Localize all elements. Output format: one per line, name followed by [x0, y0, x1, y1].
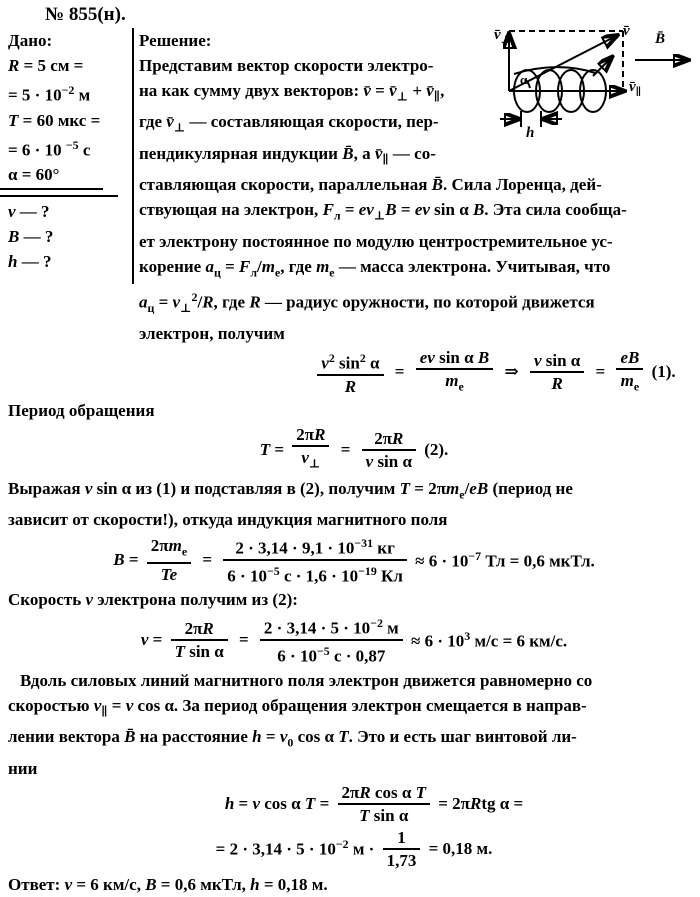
scanned-solution-page [0, 4, 700, 894]
solution-line: где $v̄_\perp$ — составляющая скорости, пер- [139, 112, 439, 135]
v-label: v̄ [623, 23, 630, 39]
h-label: h [526, 125, 535, 141]
solution-line: ет электрону постоянное по модулю центростремительное ус- [139, 231, 613, 251]
equation-result: ≈ $6 \cdot 10^3$ м/с = 6 км/с. [411, 628, 568, 651]
paragraph-line: Вдоль силовых линий магнитного поля электрон движется равномерно со [20, 670, 593, 690]
fraction: $\frac{2 \cdot 3,14 \cdot 9,1 \cdot 10^{-31} кг}{6 \cdot 10^{-5} с \cdot 1,6 \cdot 10^{-19} Кл}$ [223, 533, 407, 586]
b-label: B̄ [655, 31, 666, 47]
paragraph-line: скоростью $v_\parallel = v$ cos α. За период обращения электрон смещается в направ- [8, 695, 587, 719]
solution-line: на как сумму двух векторов: v̄ = $v̄_\perp$ + $v̄_\parallel$, [139, 81, 445, 104]
answer-line: Ответ: v = 6 км/с, B = 0,6 мкТл, h = 0,18 м. [8, 874, 328, 894]
fraction: $\frac{v^2 \sin^2 \alpha}{R}$ [317, 348, 383, 397]
equation-h-1: h = v cos α T = $\frac{\text{2πR cos α T}}{\text{T sin α}}$ = 2πRtg α = [224, 782, 524, 825]
separator-rule [0, 188, 103, 190]
fraction: $\frac{2\pi R}{v_\perp}$ [292, 424, 329, 474]
equation-result: = 0,18 м. [428, 838, 493, 858]
paragraph-line: нии [8, 758, 38, 778]
paragraph-line: Выражая v sin α из (1) и подставляя в (2), получим $T = 2\pi m_e/eB$ (период не [8, 478, 573, 502]
problem-number: № 855(н). [45, 4, 126, 25]
equation-tag: (1). [651, 362, 676, 382]
alpha-label: α [520, 72, 528, 87]
fraction: $\frac{\text{v sin α}}{R}$ [530, 350, 584, 394]
find-value: h — ? [8, 252, 52, 272]
find-value: B — ? [8, 227, 54, 247]
paragraph-line: Скорость v электрона получим из (2): [8, 590, 298, 610]
equation-tag: (2). [424, 439, 449, 459]
find-value: v — ? [8, 202, 50, 222]
paragraph-line: лении вектора B̄ на расстояние $h = v_0$ cos α T. Это и есть шаг винтовой ли- [8, 727, 577, 750]
solution-continued [0, 398, 700, 896]
equation-h-2: = $2 \cdot 3,14 \cdot 5 \cdot 10^{-2}$ м · $\frac{1}{1,73}$ = 0,18 м. [215, 827, 493, 870]
given-value: T = 60 мкс = [8, 110, 101, 130]
solution-line: Представим вектор скорости электро- [139, 56, 434, 75]
given-heading: Дано: [8, 31, 53, 50]
equation-result: = 2πRtg α = [438, 793, 524, 813]
solution-line: электрон, получим [139, 324, 285, 343]
equation-1: $\frac{v^2 \sin^2 \alpha}{R}$ = $\frac{\text{ev sin α B}}{m_e}$ ⇒ $\frac{\text{v sin α}}{R}$ = $\frac{eB}{m_e}$ (1). [139, 347, 700, 397]
fraction: $\frac{\text{ev sin α B}}{m_e}$ [416, 347, 493, 397]
fraction: $\frac{2\pi m_e}{Te}$ [147, 535, 191, 585]
equation-2: T = $\frac{2\pi R}{v_\perp}$ = $\frac{2\pi R}{\text{v sin α}}$ (2). [8, 424, 700, 474]
paragraph-line: зависит от скорости!), откуда индукция магнитного поля [8, 510, 448, 530]
given-value: R = 5 см = [8, 56, 84, 75]
fraction: $\frac{\text{2πR cos α T}}{\text{T sin α}}$ [338, 782, 430, 826]
solution-line: ствующая на электрон, $F_л = ev_\perp B$ = ev sin α B. Эта сила сообща- [139, 200, 627, 223]
solution-line: корение $a_ц = F_л/m_e$, где $m_e$ — масса электрона. Учитывая, что [139, 256, 611, 279]
fraction: $\frac{eB}{m_e}$ [616, 347, 643, 397]
given-value: = 6 · 10 $^{-5}$ с [8, 137, 91, 160]
v-par-label: $v̄_\parallel$ [629, 79, 642, 98]
helix-figure [494, 18, 699, 154]
solution-line: $a_ц = v_\perp^2/R$, где R — радиус оружности, по которой движется [139, 289, 595, 315]
fraction: $\frac{2 \cdot 3,14 \cdot 5 \cdot 10^{-2} м}{6 \cdot 10^{-5} с \cdot 0,87}$ [260, 613, 403, 666]
separator-rule [0, 195, 118, 197]
fraction: $\frac{2\pi R}{\text{v sin α}}$ [362, 428, 416, 472]
solution-line: пендикулярная индукции B̄, а $v̄_\parallel$ — со- [139, 143, 436, 167]
equation-v: v = $\frac{2\pi R}{\text{T sin α}}$ = $\frac{2 \cdot 3,14 \cdot 5 \cdot 10^{-2} м}{6 \cdot 10^{-5} с \cdot 0,87}$ ≈ $6 \cdot 10^3$ м/с = 6 км/с. [8, 613, 700, 666]
given-value: α = 60° [8, 165, 60, 185]
equation-B: B = $\frac{2\pi m_e}{Te}$ = $\frac{2 \cdot 3,14 \cdot 9,1 \cdot 10^{-31} кг}{6 \cdot 10^{-5} с \cdot 1,6 \cdot 10^{-19} Кл}$ ≈ $6 \cdot 10^{-7}$ Тл = 0,6 мкТл. [8, 533, 700, 586]
fraction: $\frac{1}{1,73}$ [383, 827, 421, 871]
equation-result: ≈ $6 \cdot 10^{-7}$ Тл = 0,6 мкТл. [415, 548, 595, 571]
given-value: = $5 \cdot 10^{-2}$ м [8, 83, 91, 105]
fraction: $\frac{2\pi R}{\text{T sin α}}$ [171, 618, 228, 662]
solution-line: ставляющая скорости, параллельная B̄. Сила Лоренца, дей- [139, 175, 602, 195]
paragraph-line: Период обращения [8, 401, 155, 421]
v-perp-label: $v̄_\perp$ [494, 27, 511, 46]
solution-heading: Решение: [139, 31, 212, 50]
given-section [0, 28, 134, 284]
tangent-arrow [593, 58, 611, 76]
